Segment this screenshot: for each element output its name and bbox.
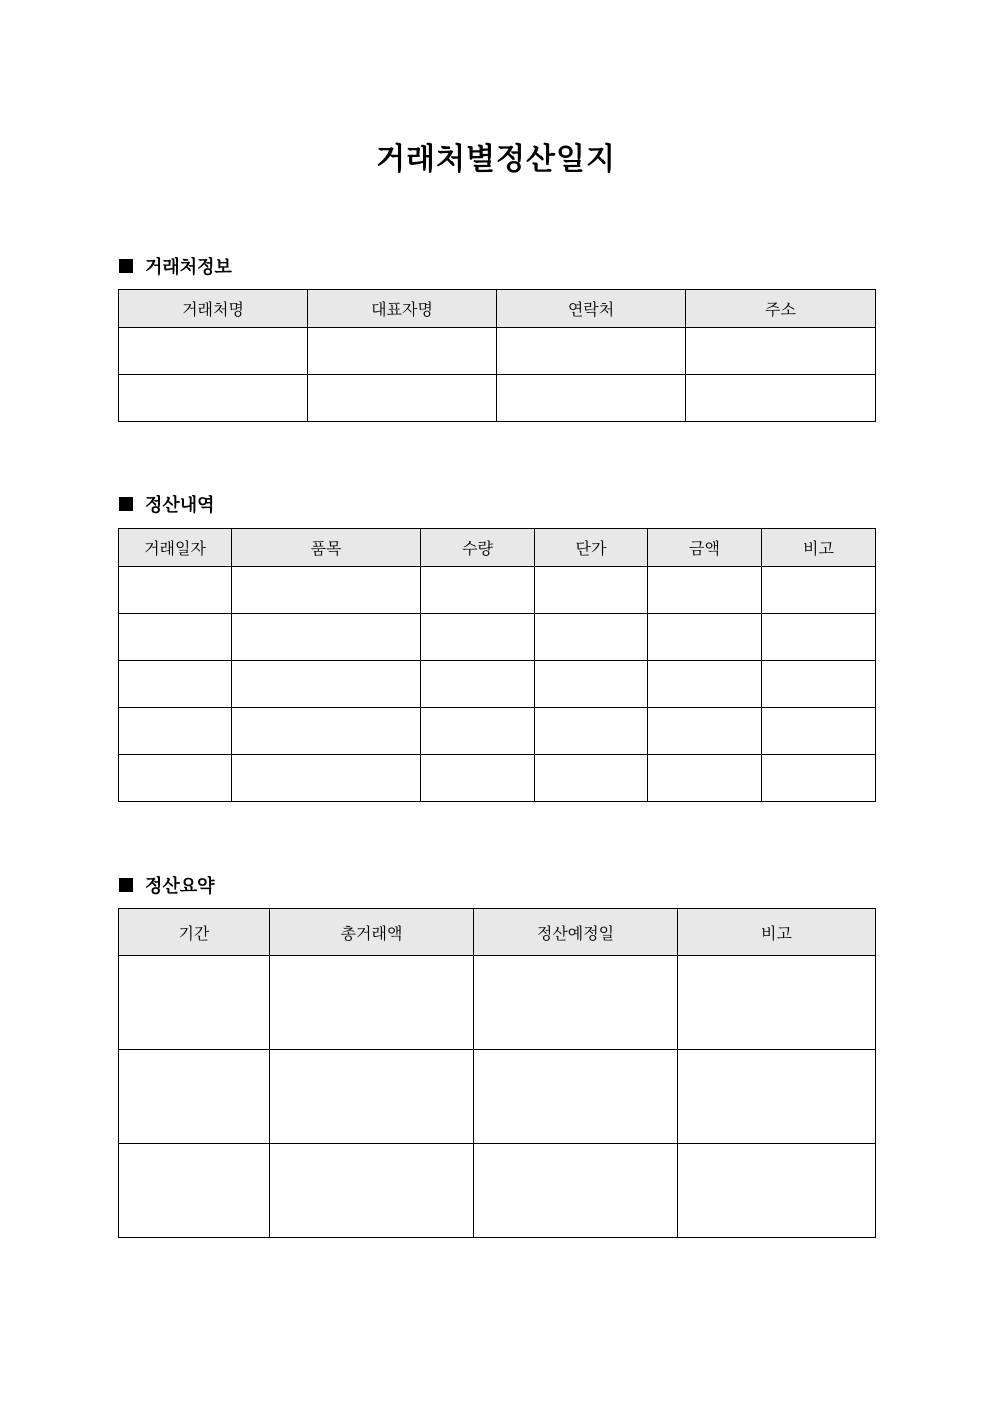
table-cell[interactable] (232, 661, 421, 708)
table-cell[interactable] (119, 328, 308, 375)
partner-info-table (118, 289, 876, 422)
table-cell[interactable] (535, 755, 648, 802)
table-cell[interactable] (762, 755, 876, 802)
section-heading-label: 정산요약 (145, 876, 215, 897)
table-row (119, 1050, 876, 1144)
table-cell[interactable] (686, 375, 876, 422)
column-header-item: 품목 (232, 529, 421, 567)
settlement-summary-table (118, 908, 876, 1238)
column-header-unit-price: 단가 (535, 529, 648, 567)
section-heading-partner-info (119, 253, 232, 279)
table-cell[interactable] (119, 375, 308, 422)
square-bullet-icon (119, 878, 133, 892)
table-cell[interactable] (119, 1144, 270, 1238)
column-header-total-amount: 총거래액 (270, 909, 474, 956)
table-cell[interactable] (474, 956, 678, 1050)
table-cell[interactable] (535, 567, 648, 614)
table-cell[interactable] (421, 614, 535, 661)
table-row (119, 661, 876, 708)
section-heading-settlement-details (119, 491, 215, 517)
table-cell[interactable] (678, 1144, 876, 1238)
table-cell[interactable] (119, 956, 270, 1050)
table-cell[interactable] (678, 1050, 876, 1144)
square-bullet-icon (119, 497, 133, 511)
table-cell[interactable] (232, 755, 421, 802)
table-cell[interactable] (762, 567, 876, 614)
table-row (119, 708, 876, 755)
table-cell[interactable] (421, 661, 535, 708)
column-header-contact: 연락처 (497, 290, 686, 328)
page-title: 거래처별정산일지 (376, 142, 616, 177)
table-cell[interactable] (119, 567, 232, 614)
column-header-representative: 대표자명 (308, 290, 497, 328)
table-cell[interactable] (119, 708, 232, 755)
column-header-address: 주소 (686, 290, 876, 328)
table-cell[interactable] (119, 755, 232, 802)
section-heading-label: 거래처정보 (145, 257, 232, 278)
table-row (119, 956, 876, 1050)
table-cell[interactable] (762, 614, 876, 661)
table-cell[interactable] (497, 375, 686, 422)
table-cell[interactable] (232, 567, 421, 614)
table-cell[interactable] (648, 661, 762, 708)
column-header-partner-name: 거래처명 (119, 290, 308, 328)
table-cell[interactable] (474, 1050, 678, 1144)
table-cell[interactable] (648, 567, 762, 614)
table-cell[interactable] (648, 708, 762, 755)
table-header-row (119, 909, 876, 956)
table-cell[interactable] (119, 1050, 270, 1144)
table-row (119, 567, 876, 614)
column-header-remarks: 비고 (762, 529, 876, 567)
table-row (119, 614, 876, 661)
table-cell[interactable] (535, 614, 648, 661)
table-row (119, 1144, 876, 1238)
table-header-row (119, 529, 876, 567)
table-cell[interactable] (308, 328, 497, 375)
table-cell[interactable] (497, 328, 686, 375)
square-bullet-icon (119, 259, 133, 273)
settlement-details-table (118, 528, 876, 802)
column-header-period: 기간 (119, 909, 270, 956)
table-cell[interactable] (232, 708, 421, 755)
table-cell[interactable] (308, 375, 497, 422)
table-cell[interactable] (762, 708, 876, 755)
table-cell[interactable] (686, 328, 876, 375)
table-cell[interactable] (119, 614, 232, 661)
section-heading-label: 정산내역 (145, 495, 215, 516)
table-cell[interactable] (535, 661, 648, 708)
column-header-quantity: 수량 (421, 529, 535, 567)
table-row (119, 375, 876, 422)
table-cell[interactable] (270, 956, 474, 1050)
table-cell[interactable] (762, 661, 876, 708)
table-cell[interactable] (678, 956, 876, 1050)
table-row (119, 755, 876, 802)
table-cell[interactable] (119, 661, 232, 708)
column-header-remarks: 비고 (678, 909, 876, 956)
table-row (119, 328, 876, 375)
table-cell[interactable] (421, 708, 535, 755)
section-heading-settlement-summary (119, 872, 215, 898)
table-cell[interactable] (270, 1050, 474, 1144)
table-header-row (119, 290, 876, 328)
table-cell[interactable] (648, 614, 762, 661)
table-cell[interactable] (421, 755, 535, 802)
table-cell[interactable] (474, 1144, 678, 1238)
column-header-settlement-due-date: 정산예정일 (474, 909, 678, 956)
table-cell[interactable] (232, 614, 421, 661)
column-header-date: 거래일자 (119, 529, 232, 567)
table-cell[interactable] (535, 708, 648, 755)
table-cell[interactable] (648, 755, 762, 802)
table-cell[interactable] (421, 567, 535, 614)
column-header-amount: 금액 (648, 529, 762, 567)
table-cell[interactable] (270, 1144, 474, 1238)
